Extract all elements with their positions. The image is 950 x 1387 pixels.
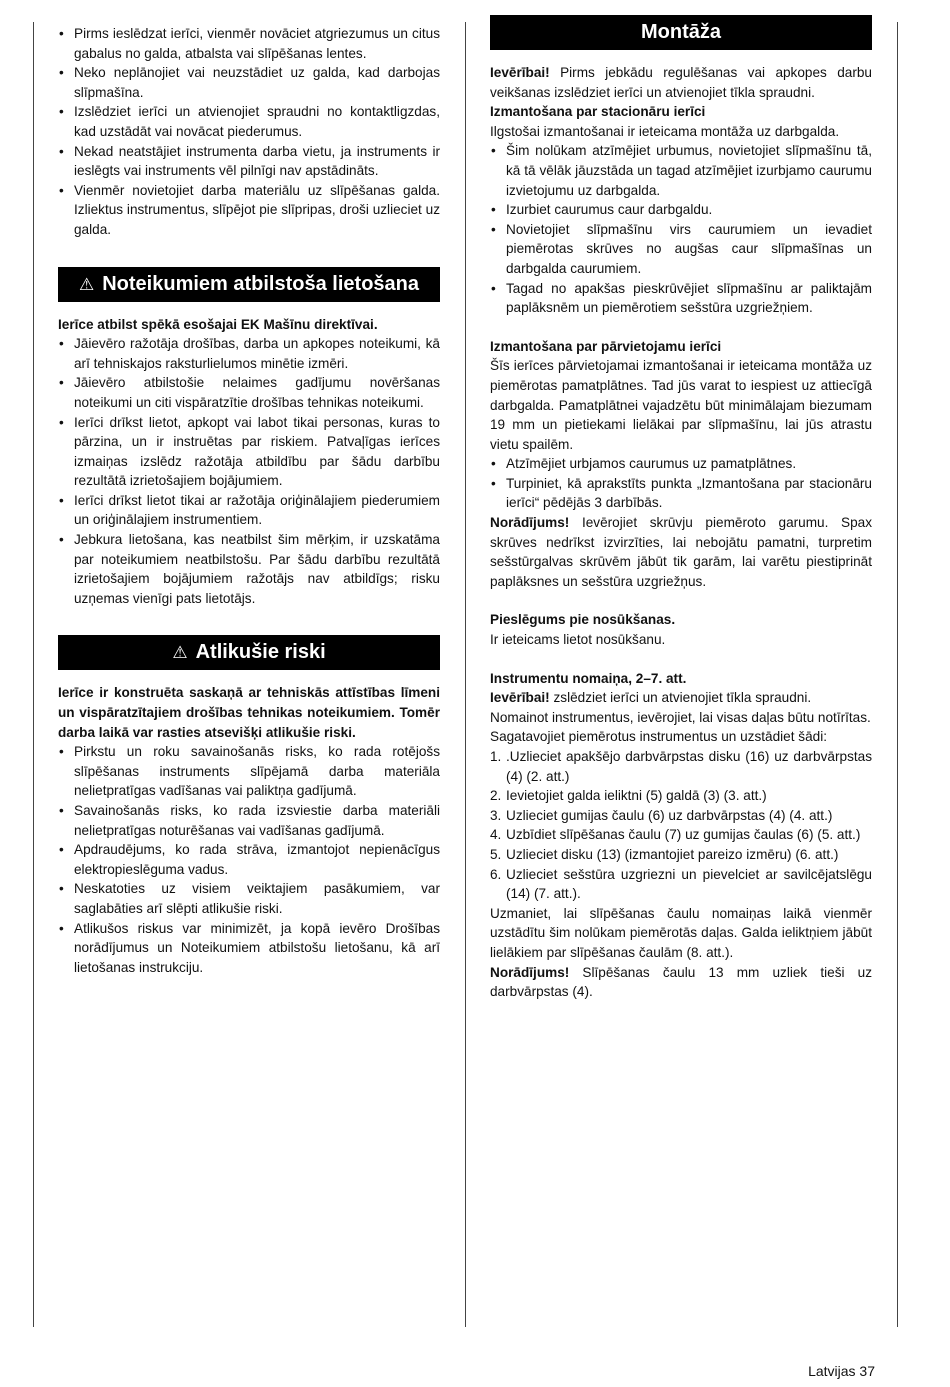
list-item: • Izurbiet caurumus caur darbgaldu. — [490, 200, 872, 220]
step-item — [490, 825, 872, 845]
tool-change-heading: Instrumentu nomaiņa, 2–7. att. — [490, 670, 687, 686]
note-label: Norādījums! — [490, 964, 570, 980]
warning-text: Pirms jebkādu regulēšanas vai apkopes darbu veikšanas izslēdziet ierīci un atvienojiet tīkla spraudni. — [490, 65, 872, 100]
residual-risks-lead: Ierīce ir konstruēta saskaņā ar tehniskās attīstības līmeni un vispāratzītajiem drošības tehnikas noteikumiem. Tomēr darba laikā var rasties atsevišķi atlikušie riski. — [58, 685, 440, 740]
intended-use-lead: Ierīce atbilst spēkā esošajai EK Mašīnu direktīvai. — [58, 316, 378, 332]
step-number: 4. — [490, 827, 502, 843]
list-item: • Novietojiet slīpmašīnu virs caurumiem un ievadiet piemērotas skrūves no augšas caur slīpmašīnas un darbgalda caurumiem. — [490, 220, 872, 279]
section-title: Noteikumiem atbilstoša lietošana — [102, 272, 419, 295]
list-item: • Neskatoties uz visiem veiktajiem pasākumiem, var saglabāties arī slēpti atlikušie riski. — [58, 879, 440, 918]
screw-note — [490, 513, 872, 591]
note-text: Ievērojiet skrūvju piemēroto garumu. Spax skrūves nedrīkst izvirzīties, lai nebojātu pamatni, turpretim sešstūrgalvas skrūvēm jābūt tik garām, lai varētu piestiprināt paplāksnes un sešstūra uzgriežņus. — [490, 515, 872, 589]
list-item: • Šim nolūkam atzīmējiet urbumus, novietojiet slīpmašīnu tā, kā tā vēlāk jāuzstāda un tagad atzīmējiet izurbjamo caurumu izvietojumu uz darbgalda. — [490, 141, 872, 200]
center-column-rule — [465, 22, 466, 1327]
list-item: • Savainošanās risks, ko rada izsviestie darba materiāli nelietpratīgas noturēšanas vai vadīšanas gadījumā. — [58, 801, 440, 840]
warning-label: Ievērībai! — [490, 65, 550, 80]
page-footer: Latvijas 37 — [808, 1363, 875, 1379]
left-margin-rule — [33, 22, 34, 1327]
list-item: • Tagad no apakšas pieskrūvējiet slīpmašīnu ar paliktajām paplāksnēm un piemērotiem sešstūra uzgriežņiem. — [490, 279, 872, 318]
portable-heading: Izmantošana par pārvietojamu ierīci — [490, 338, 722, 354]
warning-text: zslēdziet ierīci un atvienojiet tīkla spraudni. — [549, 690, 812, 706]
residual-risks-heading — [58, 635, 440, 670]
note-text: Slīpēšanas čaulu 13 mm uzliek tieši uz darbvārpstas (4). — [490, 964, 872, 1000]
warning-triangle-icon: ⚠ — [172, 643, 188, 663]
list-item: • Izslēdziet ierīci un atvienojiet spraudni no kontaktligzdas, kad uzstādāt vai novācat piederumus. — [58, 102, 440, 141]
section-title: Atlikušie riski — [195, 641, 326, 664]
right-margin-rule — [897, 22, 898, 1327]
step-item — [490, 806, 872, 826]
portable-bullet-list — [490, 454, 872, 513]
right-column — [490, 15, 872, 1002]
step-text: Uzlieciet disku (13) (izmantojiet pareizo izmēru) (6. att.) — [506, 846, 839, 862]
suction-text: Ir ieteicams lietot nosūkšanu. — [490, 632, 666, 648]
step-number: 1. — [490, 749, 502, 764]
tool-change-intro: Sagatavojiet piemērotus instrumentus un uzstādiet šādi: — [490, 729, 828, 745]
tool-change-note: Uzmaniet, lai slīpēšanas čaulu nomaiņas laikā vienmēr uzstādītu šim nolūkam piemērotās daļas. Galda ieliktņiem jābūt lielākiem par slīpēšanas čaulām (8. att.). — [490, 905, 872, 960]
list-item: • Ierīci drīkst lietot, apkopt vai labot tikai personas, kuras to pārzina, un ir instruētas par riskiem. Patvaļīgas ierīces izmaiņas izslēdz ražotāja atbildību par šādu darbību rezultātā izrietošajiem bojājumiem. — [58, 413, 440, 491]
step-number: 2. — [490, 788, 502, 804]
list-item: • Pirkstu un roku savainošanās risks, ko rada rotējošs slīpēšanas instruments slīpējamā darba materiāla nelietpratīgas vadīšanas vai paliktņa gadījumā. — [58, 742, 440, 801]
list-item: • Jāievēro ražotāja drošības, darba un apkopes noteikumi, kā arī tehniskajos raksturlielumos minētie izmēri. — [58, 334, 440, 373]
list-item: • Neko neplānojiet vai neuzstādiet uz galda, kad darbojas slīpmašīna. — [58, 63, 440, 102]
intro-bullet-list — [58, 24, 440, 240]
step-item — [490, 747, 872, 786]
step-text: Uzlieciet sešstūra uzgriezni un pievelciet ar savilcējatslēgu (14) (7. att.). — [506, 866, 872, 902]
assembly-heading: Montāža — [490, 15, 872, 50]
portable-text: Šīs ierīces pārvietojamai izmantošanai ir ieteicama montāža uz piemērotas pamatplātnes. Tad jūs varat to iespiest uz attiecīgā darbgalda. Pamatplātnei vajadzētu būt minimālajam biezumam 19 mm un pietiekami lielākai par slīpmašīnu, lai jūs atrastu vietu spailēm. — [490, 358, 872, 452]
list-item: • Jebkura lietošana, kas neatbilst šim mērķim, ir uzskatāma par noteikumiem neatbilstošu. Par šādu darbību rezultātā izrietošajiem bojājumiem ražotājs nav atbildīgs; risku uzņemas vienīgi pats lietotājs. — [58, 530, 440, 608]
step-text: Uzlieciet gumijas čaulu (6) uz darbvārpstas (4) (4. att.) — [506, 807, 833, 823]
residual-risks-bullet-list — [58, 742, 440, 977]
list-item: • Apdraudējums, ko rada strāva, izmantojot nepienācīgus elektropieslēguma vadus. — [58, 840, 440, 879]
list-item: • Vienmēr novietojiet darba materiālu uz slīpēšanas galda. Izliektus instrumentus, slīpējot pie slīpripas, droši uzlieciet uz galda. — [58, 181, 440, 240]
warning-label: Ievērībai! — [490, 690, 550, 706]
stationary-text: Ilgstošai izmantošanai ir ieteicama montāža uz darbgalda. — [490, 123, 840, 139]
step-number: 6. — [490, 866, 502, 882]
list-item: • Turpiniet, kā aprakstīts punkta „Izmantošana par stacionāru ierīci“ pēdējās 3 darbībās. — [490, 474, 872, 513]
left-column — [58, 24, 440, 977]
suction-heading: Pieslēgums pie nosūkšanas. — [490, 612, 676, 628]
stationary-bullet-list — [490, 141, 872, 317]
tool-change-warning — [490, 688, 872, 708]
intended-use-bullet-list — [58, 334, 440, 608]
step-item — [490, 786, 872, 806]
list-item: • Jāievēro atbilstošie nelaimes gadījumu novēršanas noteikumi un citi vispāratzītie drošības tehnikas noteikumi. — [58, 373, 440, 412]
list-item: • Ierīci drīkst lietot tikai ar ražotāja oriģinālajiem piederumiem un oriģinālajiem instrumentiem. — [58, 491, 440, 530]
list-item: • Atlikušos riskus var minimizēt, ja kopā ievēro Drošības norādījumus un Noteikumiem atbilstošu lietošanu, kā arī lietošanas instrukciju. — [58, 919, 440, 978]
intended-use-heading — [58, 267, 440, 302]
step-number: 5. — [490, 846, 502, 862]
stationary-heading: Izmantošana par stacionāru ierīci — [490, 104, 706, 120]
step-text: Uzbīdiet slīpēšanas čaulu (7) uz gumijas čaulas (6) (5. att.) — [506, 827, 861, 843]
list-item: • Pirms ieslēdzat ierīci, vienmēr novāciet atgriezumus un citus gabalus no galda, atbalsta vai slīpēšanas lentes. — [58, 24, 440, 63]
step-item — [490, 845, 872, 865]
warning-triangle-icon: ⚠ — [78, 274, 95, 294]
step-text: Ievietojiet galda ieliktni (5) galdā (3) (3. att.) — [506, 788, 767, 804]
note-label: Norādījums! — [490, 515, 570, 531]
step-text: .Uzlieciet apakšējo darbvārpstas disku (16) uz darbvārpstas (4) (2. att.) — [506, 749, 872, 784]
assembly-warning — [490, 63, 872, 102]
step-number: 3. — [490, 807, 502, 823]
step-item — [490, 865, 872, 904]
list-item: • Nekad neatstājiet instrumenta darba vietu, ja instruments ir ieslēgts vai instruments vēl pilnīgi nav apstādināts. — [58, 142, 440, 181]
tool-change-text: Nomainot instrumentus, ievērojiet, lai visas daļas būtu notīrītas. — [490, 709, 871, 725]
list-item: • Atzīmējiet urbjamos caurumus uz pamatplātnes. — [490, 454, 872, 474]
tool-change-steps — [490, 747, 872, 904]
sleeve-note — [490, 963, 872, 1002]
